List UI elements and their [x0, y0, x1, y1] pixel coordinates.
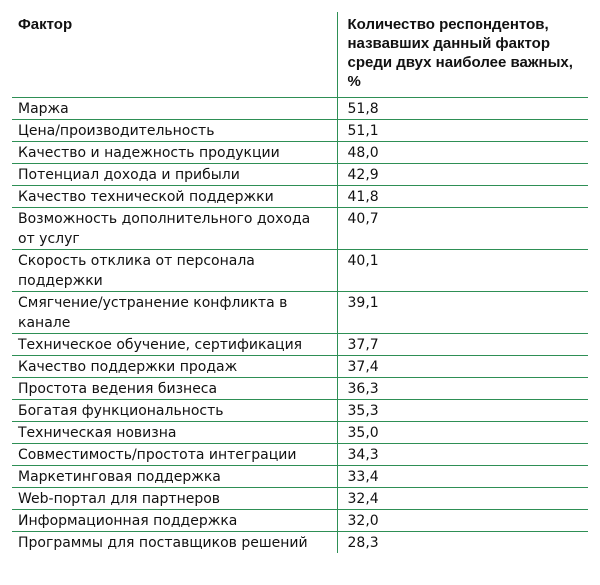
table-row — [12, 164, 588, 186]
factor-cell: Простота ведения бизнеса — [12, 378, 337, 400]
factor-cell: Web-портал для партнеров — [12, 488, 337, 510]
table-row — [12, 400, 588, 422]
value-cell: 40,1 — [337, 250, 588, 292]
value-cell: 41,8 — [337, 186, 588, 208]
value-cell: 32,0 — [337, 510, 588, 532]
table-row — [12, 250, 588, 292]
value-cell: 37,7 — [337, 334, 588, 356]
table-row — [12, 444, 588, 466]
table-body — [12, 98, 588, 554]
factor-cell: Техническое обучение, сертификация — [12, 334, 337, 356]
value-cell: 37,4 — [337, 356, 588, 378]
value-cell: 39,1 — [337, 292, 588, 334]
value-cell: 33,4 — [337, 466, 588, 488]
survey-table — [12, 12, 588, 553]
factor-cell: Маржа — [12, 98, 337, 120]
table-row — [12, 356, 588, 378]
value-cell: 32,4 — [337, 488, 588, 510]
table-row — [12, 466, 588, 488]
value-cell: 34,3 — [337, 444, 588, 466]
factor-cell: Совместимость/простота интеграции — [12, 444, 337, 466]
table-row — [12, 208, 588, 250]
table-row — [12, 510, 588, 532]
table-row — [12, 98, 588, 120]
value-cell: 28,3 — [347, 535, 379, 551]
factor-cell: Информационная поддержка — [12, 510, 337, 532]
factor-cell: Качество и надежность продукции — [12, 142, 337, 164]
value-cell: 36,3 — [337, 378, 588, 400]
factor-cell: Скорость отклика от персонала поддержки — [12, 250, 337, 292]
factor-cell: Качество поддержки продаж — [12, 356, 337, 378]
factor-cell: Богатая функциональность — [12, 400, 337, 422]
table-row — [12, 422, 588, 444]
value-cell: 48,0 — [337, 142, 588, 164]
table-header-row — [12, 12, 588, 98]
factor-cell: Программы для поставщиков решений — [12, 532, 337, 554]
value-cell: 51,8 — [337, 98, 588, 120]
value-cell: 35,0 — [337, 422, 588, 444]
factor-cell: Смягчение/устранение конфликта в канале — [12, 292, 337, 334]
factor-cell: Качество технической поддержки — [12, 186, 337, 208]
table-row — [12, 142, 588, 164]
table-row — [12, 378, 588, 400]
factor-cell: Возможность дополнительного дохода от услуг — [12, 208, 337, 250]
value-cell: 40,7 — [337, 208, 588, 250]
factor-cell: Потенциал дохода и прибыли — [12, 164, 337, 186]
table-row — [12, 488, 588, 510]
factor-cell: Цена/производительность — [12, 120, 337, 142]
header-share: Количество респондентов, назвавших данный фактор среди двух наиболее важных, % — [347, 16, 573, 90]
table-row — [12, 532, 588, 554]
table-row — [12, 292, 588, 334]
value-cell: 51,1 — [337, 120, 588, 142]
factor-cell: Маркетинговая поддержка — [12, 466, 337, 488]
header-factor: Фактор — [12, 12, 337, 98]
survey-table-container — [12, 12, 588, 553]
table-row — [12, 120, 588, 142]
value-cell: 42,9 — [337, 164, 588, 186]
factor-cell: Техническая новизна — [12, 422, 337, 444]
table-row — [12, 334, 588, 356]
table-row — [12, 186, 588, 208]
value-cell: 35,3 — [337, 400, 588, 422]
